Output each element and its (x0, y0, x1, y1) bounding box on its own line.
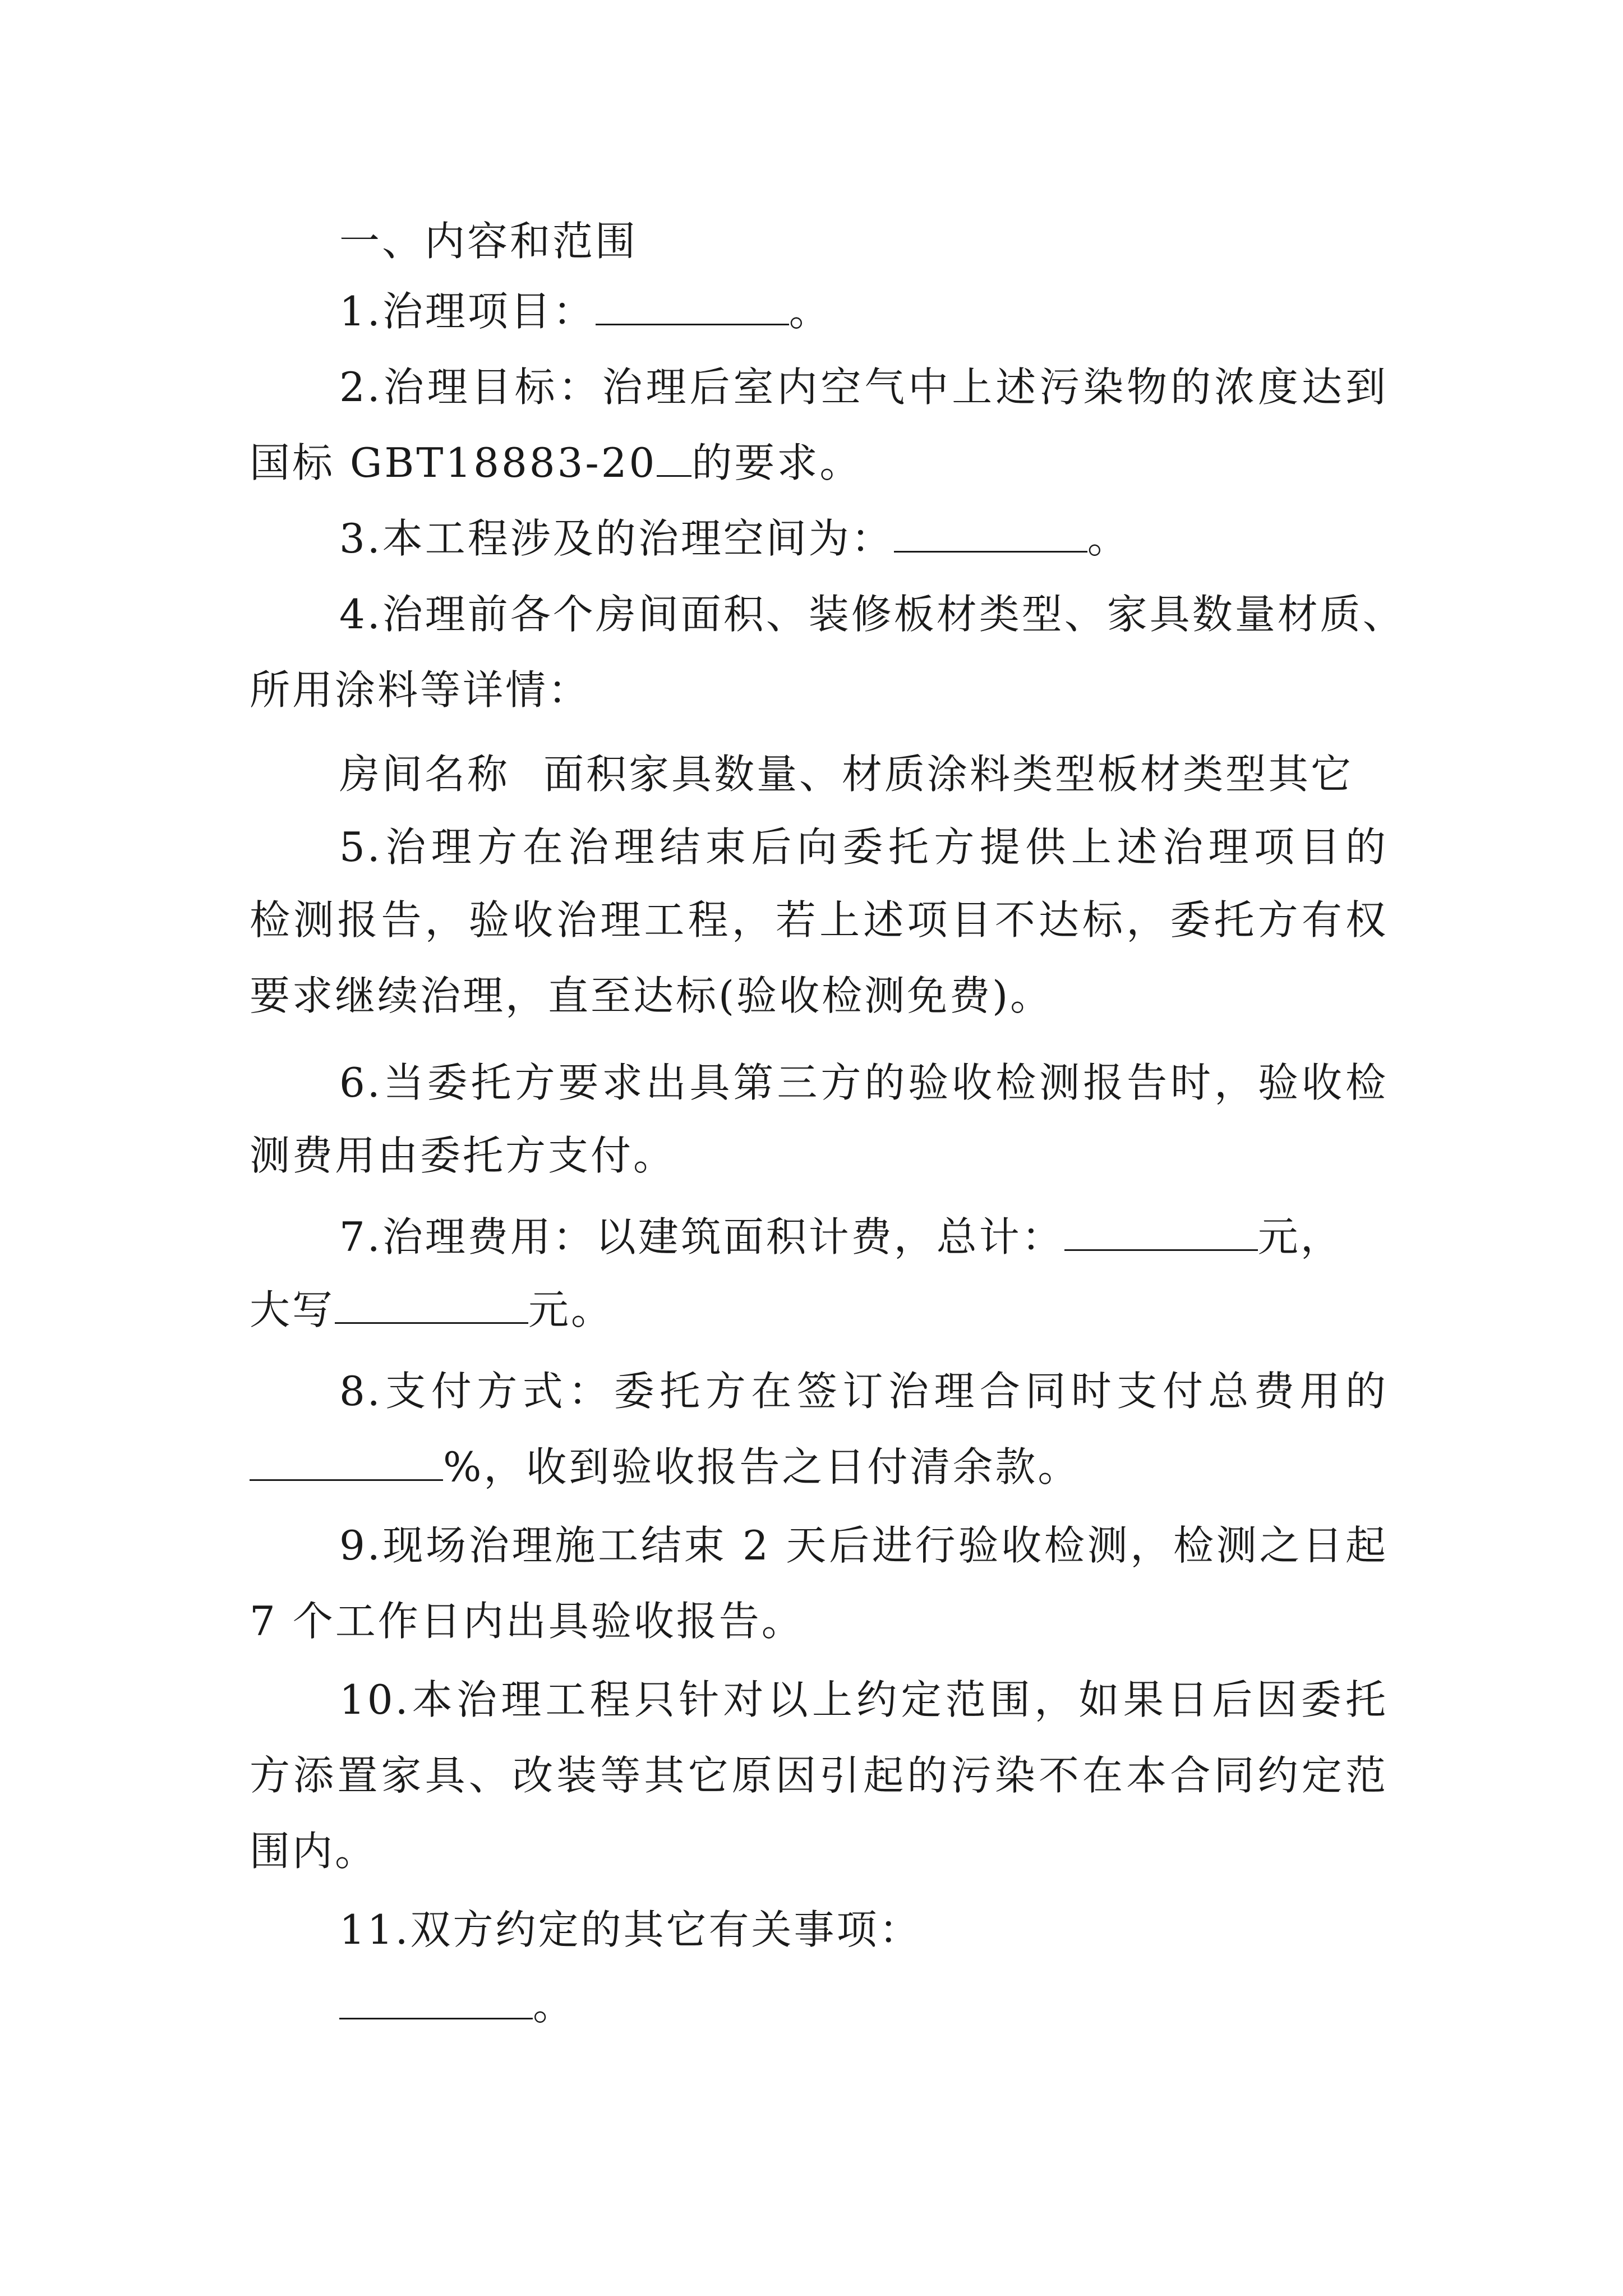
item-11-line-2: 。 (339, 1977, 1388, 2033)
item-10-line-3: 围内。 (250, 1828, 378, 1875)
item-7-line-1: 7.治理费用：以建筑面积计费，总计： 元， (339, 1213, 1343, 1260)
fill-blank-fee-uppercase[interactable] (335, 1286, 528, 1324)
item-2-line-2: 国标 GBT18883-20 的要求。 (250, 439, 863, 486)
item-8-line-2: %，收到验收报告之日付清余款。 (250, 1439, 1388, 1495)
item-5-line-1: 5.治理方在治理结束后向委托方提供上述治理项目的 (339, 823, 1388, 871)
fill-blank-other-matters[interactable] (339, 1981, 533, 2019)
item-8-line-1: 8.支付方式：委托方在签订治理合同时支付总费用的 (339, 1368, 1388, 1415)
item-2-line-1: 2.治理目标：治理后室内空气中上述污染物的浓度达到 (339, 364, 1388, 411)
item-1-governance-project: 1.治理项目： 。 (339, 288, 832, 335)
item-4-line-2: 所用涂料等详情： (250, 666, 591, 714)
fill-blank-space[interactable] (894, 514, 1087, 553)
fill-blank-project[interactable] (596, 287, 789, 325)
fill-blank-payment-percent[interactable] (250, 1443, 443, 1481)
item-3-governance-space: 3.本工程涉及的治理空间为： 。 (339, 515, 1130, 562)
item-5-line-3: 要求继续治理，直至达标(验收检测免费)。 (250, 972, 1053, 1019)
item-9-line-1: 9.现场治理施工结束 2 天后进行验收检测，检测之日起 (339, 1522, 1388, 1569)
item-4-line-1: 4.治理前各个房间面积、装修板材类型、家具数量材质、 (339, 591, 1405, 638)
room-details-header: 面积家具数量、材质涂料类型板材类型其它 (543, 751, 1354, 798)
item-5-line-2: 检测报告，验收治理工程，若上述项目不达标，委托方有权 (250, 896, 1388, 944)
item-10-line-2: 方添置家具、改装等其它原因引起的污染不在本合同约定范 (250, 1752, 1388, 1799)
room-table-header (339, 746, 1388, 802)
item-6-line-1: 6.当委托方要求出具第三方的验收检测报告时，验收检 (339, 1059, 1388, 1106)
item-7-line-2: 大写 元。 (250, 1286, 614, 1333)
section-title: 一、内容和范围 (339, 218, 638, 265)
item-9-line-2: 7 个工作日内出具验收报告。 (250, 1598, 804, 1645)
room-name-header: 房间名称 (339, 751, 510, 798)
item-11-line-1: 11.双方约定的其它有关事项： (339, 1906, 922, 1953)
item-6-line-2: 测费用由委托方支付。 (250, 1132, 676, 1179)
fill-blank-standard-year[interactable] (657, 439, 691, 477)
item-10-line-1: 10.本治理工程只针对以上约定范围，如果日后因委托 (339, 1676, 1388, 1723)
fill-blank-total-fee[interactable] (1064, 1213, 1258, 1251)
